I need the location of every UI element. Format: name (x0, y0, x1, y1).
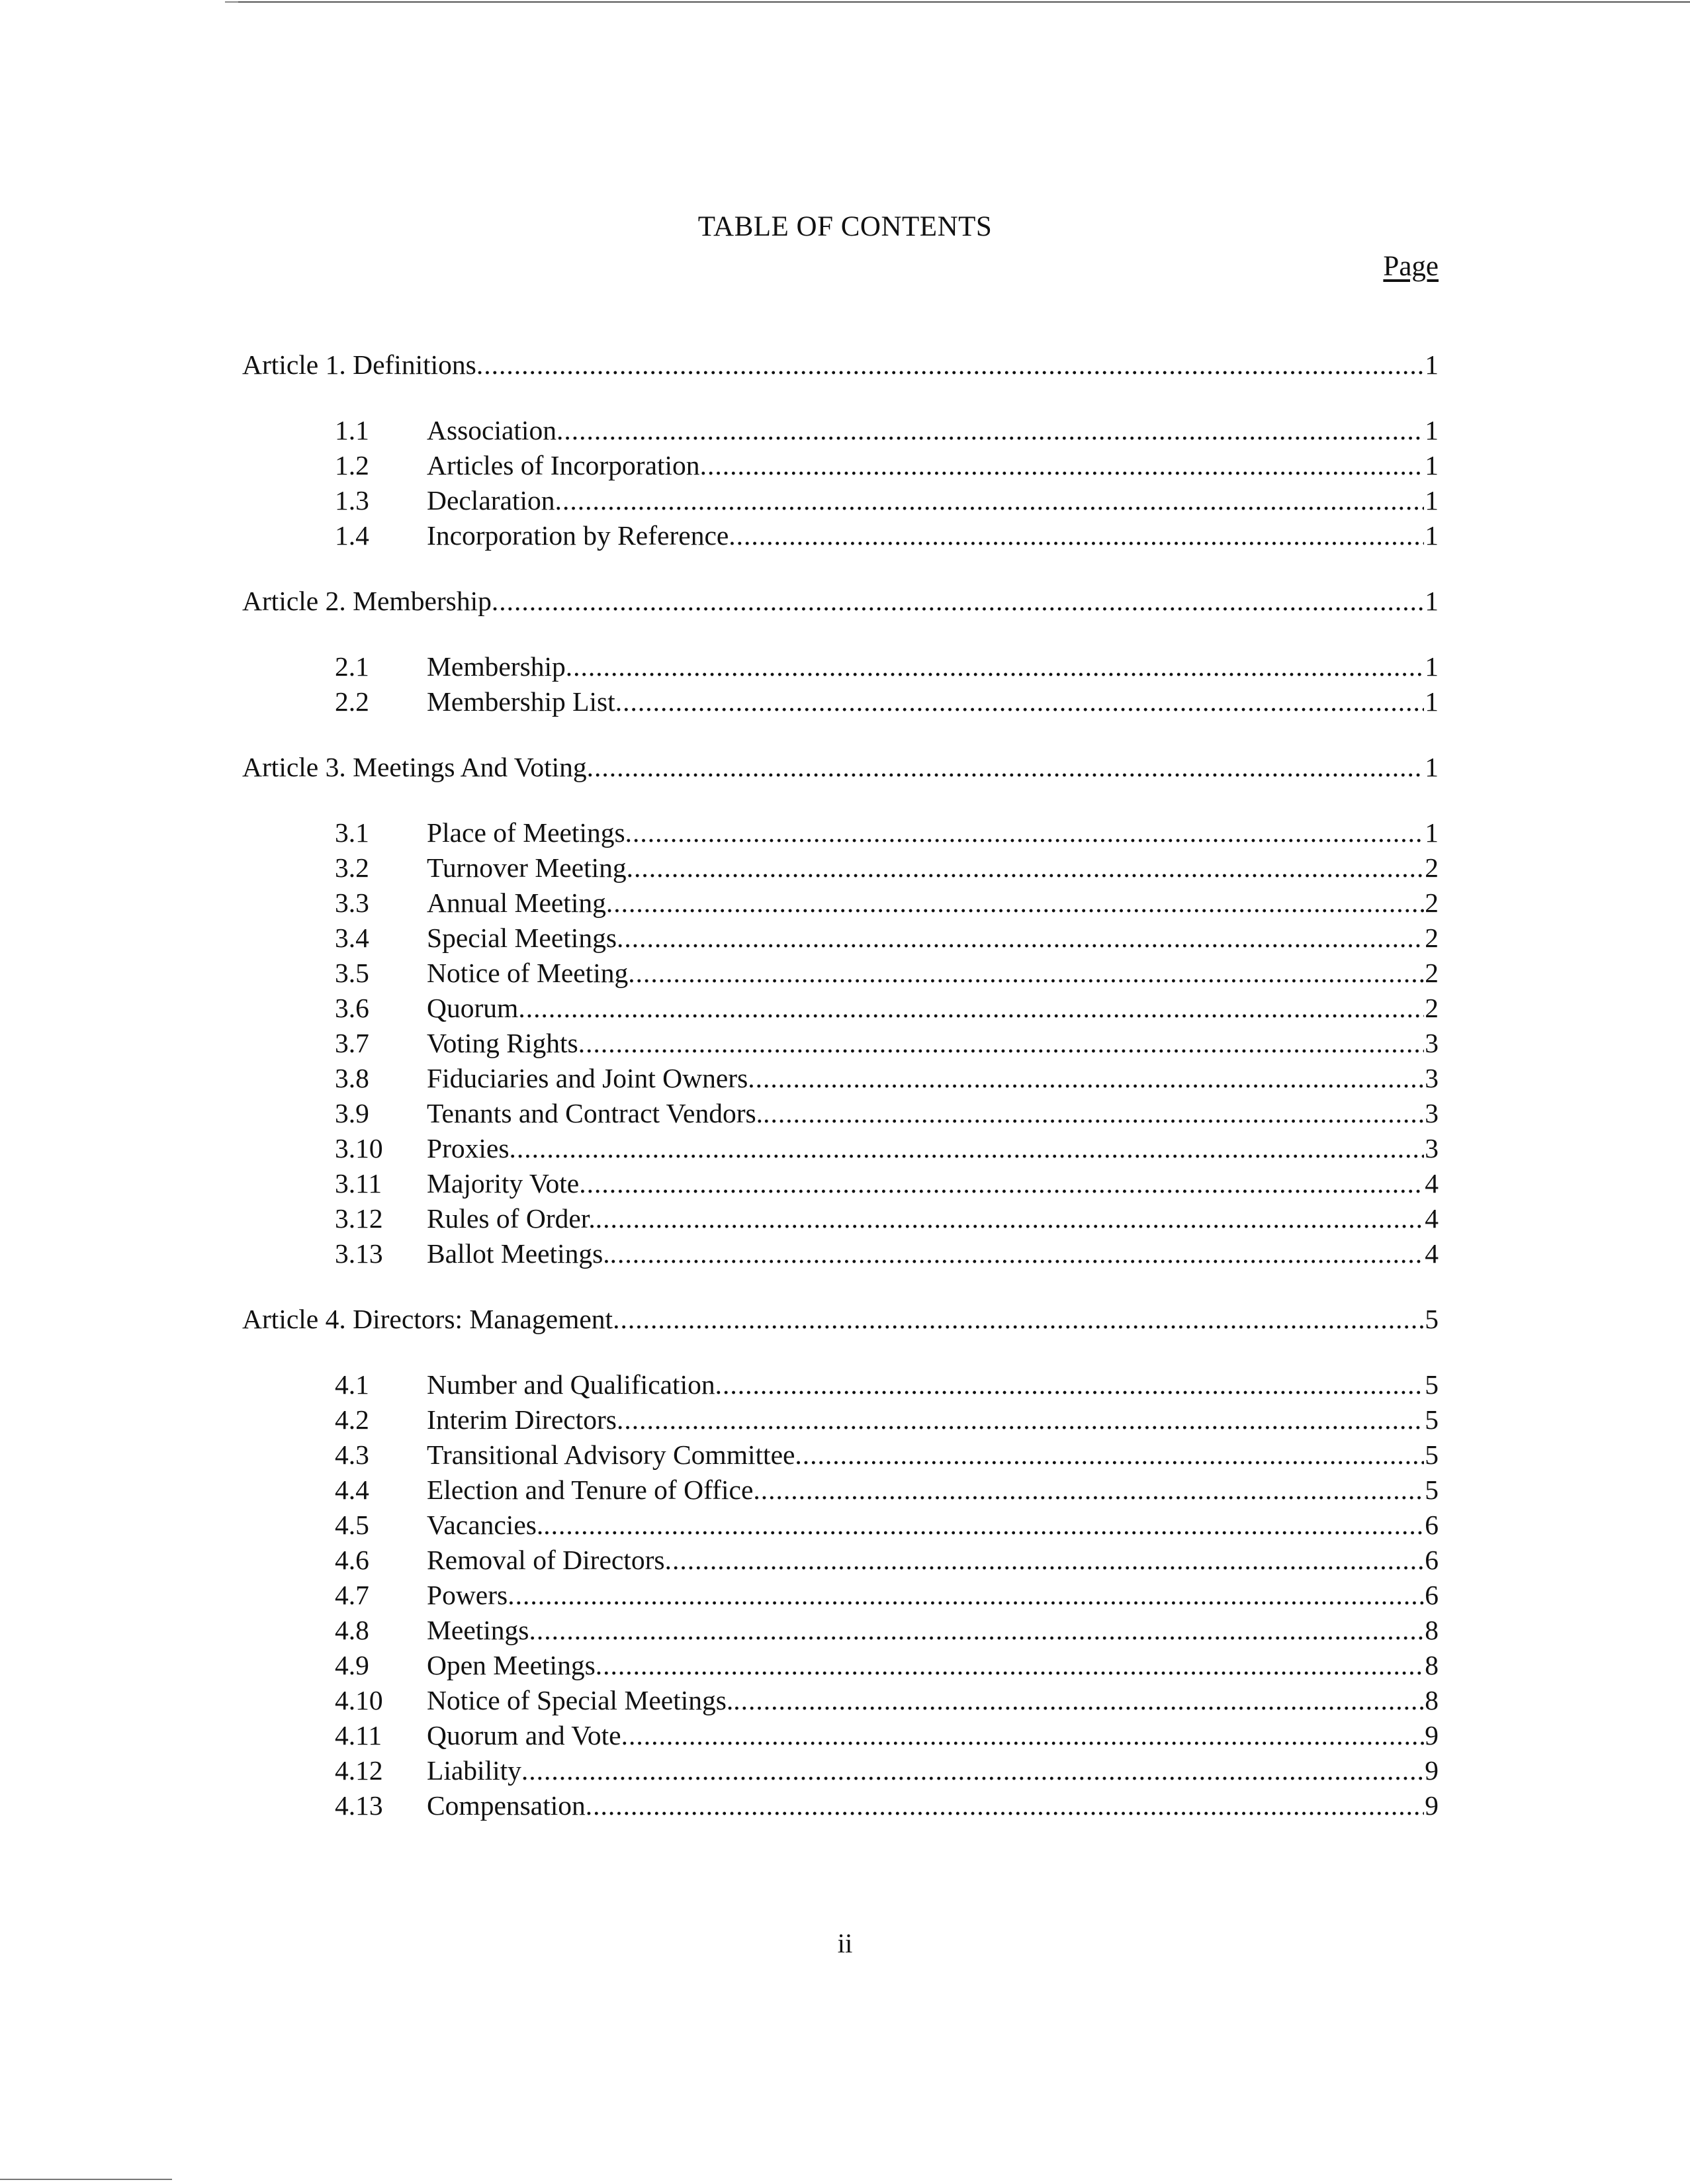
article-title: Article 4. Directors: Management (242, 1304, 613, 1334)
section-title: Notice of Special Meetings. (427, 1685, 734, 1715)
section-number: 4.10 (335, 1685, 383, 1715)
toc-section-entry[interactable] (242, 1402, 1439, 1437)
section-number: 4.1 (335, 1369, 369, 1400)
toc-section-entry[interactable] (242, 1683, 1439, 1718)
toc-article-entry[interactable] (242, 1302, 1439, 1337)
section-number: 3.3 (335, 887, 369, 918)
page-number: ii (837, 1928, 853, 1958)
dot-leader (521, 1753, 1424, 1788)
dot-leader (529, 1613, 1424, 1648)
section-title: Ballot Meetings. (427, 1238, 610, 1269)
toc-section-entry[interactable] (242, 649, 1439, 684)
toc-section-entry[interactable] (242, 483, 1439, 518)
section-page-number: 1 (1425, 485, 1439, 516)
toc-section-entry[interactable] (242, 1543, 1439, 1578)
section-title: Compensation (427, 1790, 586, 1821)
section-number: 3.7 (335, 1028, 369, 1058)
section-number: 1.3 (335, 485, 369, 516)
section-page-number: 1 (1425, 651, 1439, 682)
toc-section-entry[interactable] (242, 413, 1439, 448)
dot-leader (715, 1367, 1424, 1402)
toc-article-entry[interactable] (242, 750, 1439, 785)
toc-section-entry[interactable] (242, 956, 1439, 991)
scan-edge-mark (225, 1, 238, 3)
section-title: Incorporation by Reference (427, 520, 729, 551)
dot-leader (476, 347, 1424, 383)
section-page-number: 6 (1425, 1510, 1439, 1540)
section-title: Proxies (427, 1133, 510, 1163)
dot-leader (606, 886, 1424, 921)
article-page-number: 1 (1425, 349, 1439, 380)
article-page-number: 1 (1425, 586, 1439, 616)
scan-edge-line (0, 2179, 172, 2180)
toc-section-entry[interactable] (242, 448, 1439, 483)
section-number: 3.1 (335, 817, 369, 848)
section-page-number: 8 (1425, 1615, 1439, 1645)
section-title: Tenants and Contract Vendors. (427, 1098, 764, 1128)
section-number: 3.12 (335, 1203, 383, 1234)
section-title: Transitional Advisory Committee (427, 1439, 795, 1470)
section-page-number: 2 (1425, 993, 1439, 1023)
dot-leader (700, 448, 1424, 483)
dot-leader (596, 1648, 1424, 1683)
dot-leader (578, 1026, 1424, 1061)
section-number: 3.4 (335, 923, 369, 953)
dot-leader (748, 1061, 1424, 1096)
toc-section-entry[interactable] (242, 1236, 1439, 1271)
toc-section-entry[interactable] (242, 518, 1439, 553)
page-column-label: Page (1383, 251, 1439, 282)
section-number: 3.5 (335, 958, 369, 988)
section-page-number: 2 (1425, 852, 1439, 883)
section-number: 3.8 (335, 1063, 369, 1093)
section-number: 2.1 (335, 651, 369, 682)
section-page-number: 5 (1425, 1369, 1439, 1400)
toc-section-entry[interactable] (242, 1578, 1439, 1613)
dot-leader (615, 684, 1424, 719)
dot-leader (795, 1437, 1424, 1473)
section-page-number: 5 (1425, 1439, 1439, 1470)
dot-leader (613, 1302, 1424, 1337)
section-page-number: 9 (1425, 1790, 1439, 1821)
dot-leader (543, 1508, 1424, 1543)
section-page-number: 1 (1425, 415, 1439, 445)
toc-section-entry[interactable] (242, 1473, 1439, 1508)
section-title: Fiduciaries and Joint Owners (427, 1063, 748, 1093)
toc-article-entry[interactable] (242, 584, 1439, 619)
toc-section-entry[interactable] (242, 1026, 1439, 1061)
section-title: Interim Directors (427, 1404, 617, 1435)
toc-section-entry[interactable] (242, 921, 1439, 956)
section-page-number: 6 (1425, 1580, 1439, 1610)
section-number: 4.12 (335, 1755, 383, 1786)
section-title: Turnover Meeting (427, 852, 627, 883)
section-page-number: 1 (1425, 520, 1439, 551)
toc-section-entry[interactable] (242, 1131, 1439, 1166)
dot-leader (596, 1201, 1424, 1236)
section-page-number: 2 (1425, 923, 1439, 953)
section-page-number: 6 (1425, 1545, 1439, 1575)
dot-leader (579, 1166, 1424, 1201)
section-title: Membership (427, 651, 566, 682)
scan-edge-line (238, 1, 1690, 3)
dot-leader (555, 483, 1424, 518)
section-number: 2.2 (335, 686, 369, 717)
section-title: Association (427, 415, 556, 445)
section-number: 3.9 (335, 1098, 369, 1128)
dot-leader (510, 1131, 1425, 1166)
section-number: 1.1 (335, 415, 369, 445)
section-number: 1.4 (335, 520, 369, 551)
section-number: 3.11 (335, 1168, 382, 1199)
section-title: Open Meetings (427, 1650, 596, 1680)
section-title: Declaration (427, 485, 555, 516)
section-title: Annual Meeting (427, 887, 606, 918)
toc-section-entry[interactable] (242, 815, 1439, 850)
section-number: 4.4 (335, 1475, 369, 1505)
article-title: Article 3. Meetings And Voting (242, 752, 587, 782)
toc-section-entry[interactable] (242, 1367, 1439, 1402)
section-number: 3.2 (335, 852, 369, 883)
dot-leader (508, 1578, 1424, 1613)
toc-section-entry[interactable] (242, 1788, 1439, 1823)
dot-leader (518, 991, 1424, 1026)
section-title: Majority Vote (427, 1168, 580, 1199)
section-page-number: 2 (1425, 958, 1439, 988)
section-title: Rules of Order. (427, 1203, 596, 1234)
dot-leader (617, 921, 1424, 956)
section-page-number: 9 (1425, 1755, 1439, 1786)
dot-leader (610, 1236, 1424, 1271)
section-page-number: 3 (1425, 1063, 1439, 1093)
section-title: Number and Qualification (427, 1369, 715, 1400)
section-title: Articles of Incorporation (427, 450, 700, 480)
toc-section-entry[interactable] (242, 1648, 1439, 1683)
toc-section-entry[interactable] (242, 1718, 1439, 1753)
section-page-number: 1 (1425, 686, 1439, 717)
section-page-number: 8 (1425, 1650, 1439, 1680)
toc-section-entry[interactable] (242, 850, 1439, 886)
section-page-number: 4 (1425, 1168, 1439, 1199)
section-number: 4.5 (335, 1510, 369, 1540)
article-page-number: 1 (1425, 752, 1439, 782)
section-page-number: 1 (1425, 450, 1439, 480)
toc-section-entry[interactable] (242, 684, 1439, 719)
dot-leader (753, 1473, 1424, 1508)
toc-section-entry[interactable] (242, 1508, 1439, 1543)
section-page-number: 3 (1425, 1098, 1439, 1128)
document-title: TABLE OF CONTENTS (697, 211, 993, 242)
section-number: 1.2 (335, 450, 369, 480)
section-number: 4.13 (335, 1790, 383, 1821)
toc-section-entry[interactable] (242, 1613, 1439, 1648)
toc-section-entry[interactable] (242, 1096, 1439, 1131)
section-number: 4.9 (335, 1650, 369, 1680)
dot-leader (729, 518, 1424, 553)
section-number: 3.13 (335, 1238, 383, 1269)
dot-leader (556, 413, 1424, 448)
article-title: Article 2. Membership (242, 586, 492, 616)
section-page-number: 8 (1425, 1685, 1439, 1715)
section-title: Voting Rights (427, 1028, 578, 1058)
toc-section-entry[interactable] (242, 1753, 1439, 1788)
section-title: Special Meetings (427, 923, 617, 953)
section-title: Removal of Directors (427, 1545, 665, 1575)
toc-section-entry[interactable] (242, 1166, 1439, 1201)
section-page-number: 9 (1425, 1720, 1439, 1751)
dot-leader (628, 956, 1424, 991)
dot-leader (733, 1683, 1424, 1718)
section-title: Liability (427, 1755, 521, 1786)
dot-leader (617, 1402, 1424, 1437)
section-number: 3.10 (335, 1133, 383, 1163)
section-title: Meetings (427, 1615, 529, 1645)
toc-section-entry[interactable] (242, 1437, 1439, 1473)
dot-leader (625, 815, 1424, 850)
section-title: Quorum and Vote (427, 1720, 621, 1751)
toc-section-entry[interactable] (242, 1201, 1439, 1236)
section-page-number: 4 (1425, 1238, 1439, 1269)
dot-leader (627, 850, 1424, 886)
section-number: 4.7 (335, 1580, 369, 1610)
section-number: 4.2 (335, 1404, 369, 1435)
section-title: Membership List (427, 686, 615, 717)
toc-section-entry[interactable] (242, 1061, 1439, 1096)
section-number: 4.11 (335, 1720, 382, 1751)
toc-article-entry[interactable] (242, 347, 1439, 383)
section-page-number: 5 (1425, 1475, 1439, 1505)
section-number: 4.8 (335, 1615, 369, 1645)
dot-leader (566, 649, 1424, 684)
dot-leader (763, 1096, 1424, 1131)
section-title: Election and Tenure of Office (427, 1475, 754, 1505)
section-title: Notice of Meeting (427, 958, 629, 988)
section-number: 4.6 (335, 1545, 369, 1575)
section-page-number: 4 (1425, 1203, 1439, 1234)
dot-leader (587, 750, 1424, 785)
section-title: Vacancies. (427, 1510, 544, 1540)
dot-leader (621, 1718, 1424, 1753)
section-number: 4.3 (335, 1439, 369, 1470)
section-page-number: 3 (1425, 1028, 1439, 1058)
section-page-number: 5 (1425, 1404, 1439, 1435)
article-page-number: 5 (1425, 1304, 1439, 1334)
dot-leader (492, 584, 1424, 619)
dot-leader (665, 1543, 1424, 1578)
dot-leader (586, 1788, 1424, 1823)
section-page-number: 3 (1425, 1133, 1439, 1163)
section-title: Powers (427, 1580, 508, 1610)
section-number: 3.6 (335, 993, 369, 1023)
toc-section-entry[interactable] (242, 991, 1439, 1026)
section-title: Quorum (427, 993, 519, 1023)
section-page-number: 1 (1425, 817, 1439, 848)
article-title: Article 1. Definitions (242, 349, 476, 380)
table-of-contents (242, 347, 1439, 1823)
toc-section-entry[interactable] (242, 886, 1439, 921)
section-title: Place of Meetings (427, 817, 625, 848)
section-page-number: 2 (1425, 887, 1439, 918)
